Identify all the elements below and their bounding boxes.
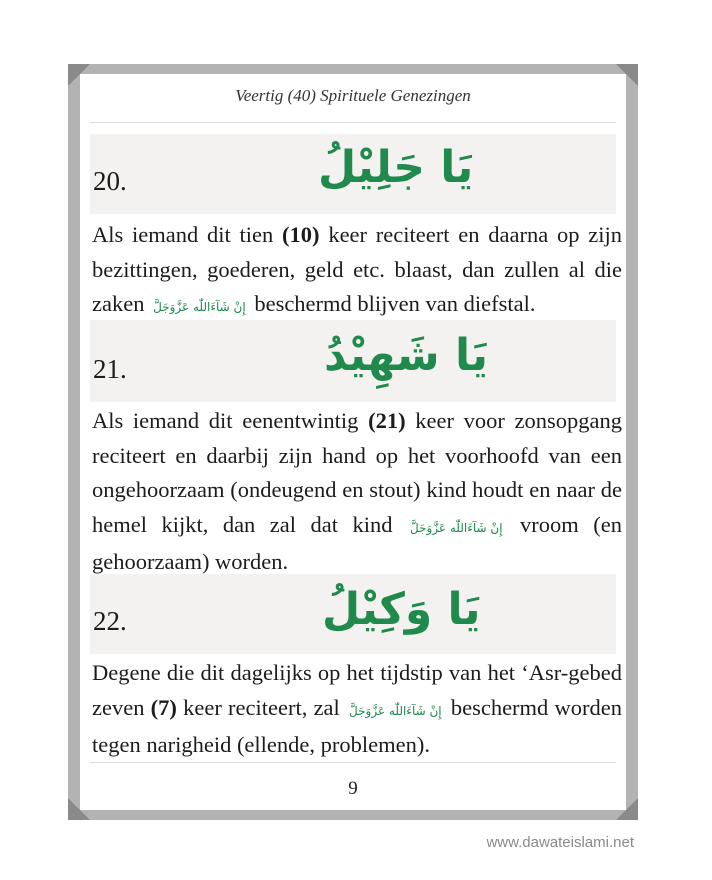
frame-corner-ornament — [616, 64, 638, 86]
page-number: 9 — [348, 778, 358, 799]
section-paragraph: Als iemand dit eenentwintig (21) keer voor zonsopgang reciteert en daarbij zijn hand op het voorhoofd van een ongehoorzaam (ondeugend en stout) kind houdt en naar de hemel kijkt, dan zal dat kind إِنْ شَآءَاللّٰه عَزَّوَجَلَّ vroom (en gehoorzaam) worden. — [92, 408, 623, 574]
inline-arabic-phrase: إِنْ شَآءَاللّٰه عَزَّوَجَلَّ — [409, 520, 503, 535]
section-number: 22. — [93, 606, 127, 636]
arabic-name-heading: يَا شَهِيْدُ — [324, 330, 489, 381]
section-number: 20. — [93, 166, 127, 196]
arabic-name-heading: يَا وَكِيْلُ — [322, 584, 481, 635]
section-paragraph: Als iemand dit tien (10) keer reciteert en daarna op zijn bezittingen, goederen, geld etc. blaast, dan zullen al die zaken إِنْ شَآءَاللّٰه عَزَّوَجَلَّ beschermd blijven van diefstal. — [92, 218, 622, 325]
section-paragraph: Degene die dit dagelijks op het tijdstip van het ‘Asr-gebed zeven (7) keer reciteert, zal إِنْ شَآءَاللّٰه عَزَّوَجَلَّ beschermd worden tegen narigheid (ellende, problemen). — [92, 660, 622, 757]
frame-corner-ornament — [68, 798, 90, 820]
divider — [90, 762, 616, 763]
inline-arabic-phrase: إِنْ شَآءَاللّٰه عَزَّوَجَلَّ — [153, 300, 246, 314]
arabic-name-heading: يَا جَلِيْلُ — [318, 142, 474, 193]
divider — [90, 122, 616, 123]
section-number: 21. — [93, 354, 127, 384]
frame-corner-ornament — [68, 64, 90, 86]
inline-arabic-phrase: إِنْ شَآءَاللّٰه عَزَّوَجَلَّ — [349, 703, 442, 718]
book-title-header: Veertig (40) Spirituele Genezingen — [235, 86, 471, 105]
footer-url: www.dawateislami.net — [486, 834, 634, 851]
frame-corner-ornament — [616, 798, 638, 820]
